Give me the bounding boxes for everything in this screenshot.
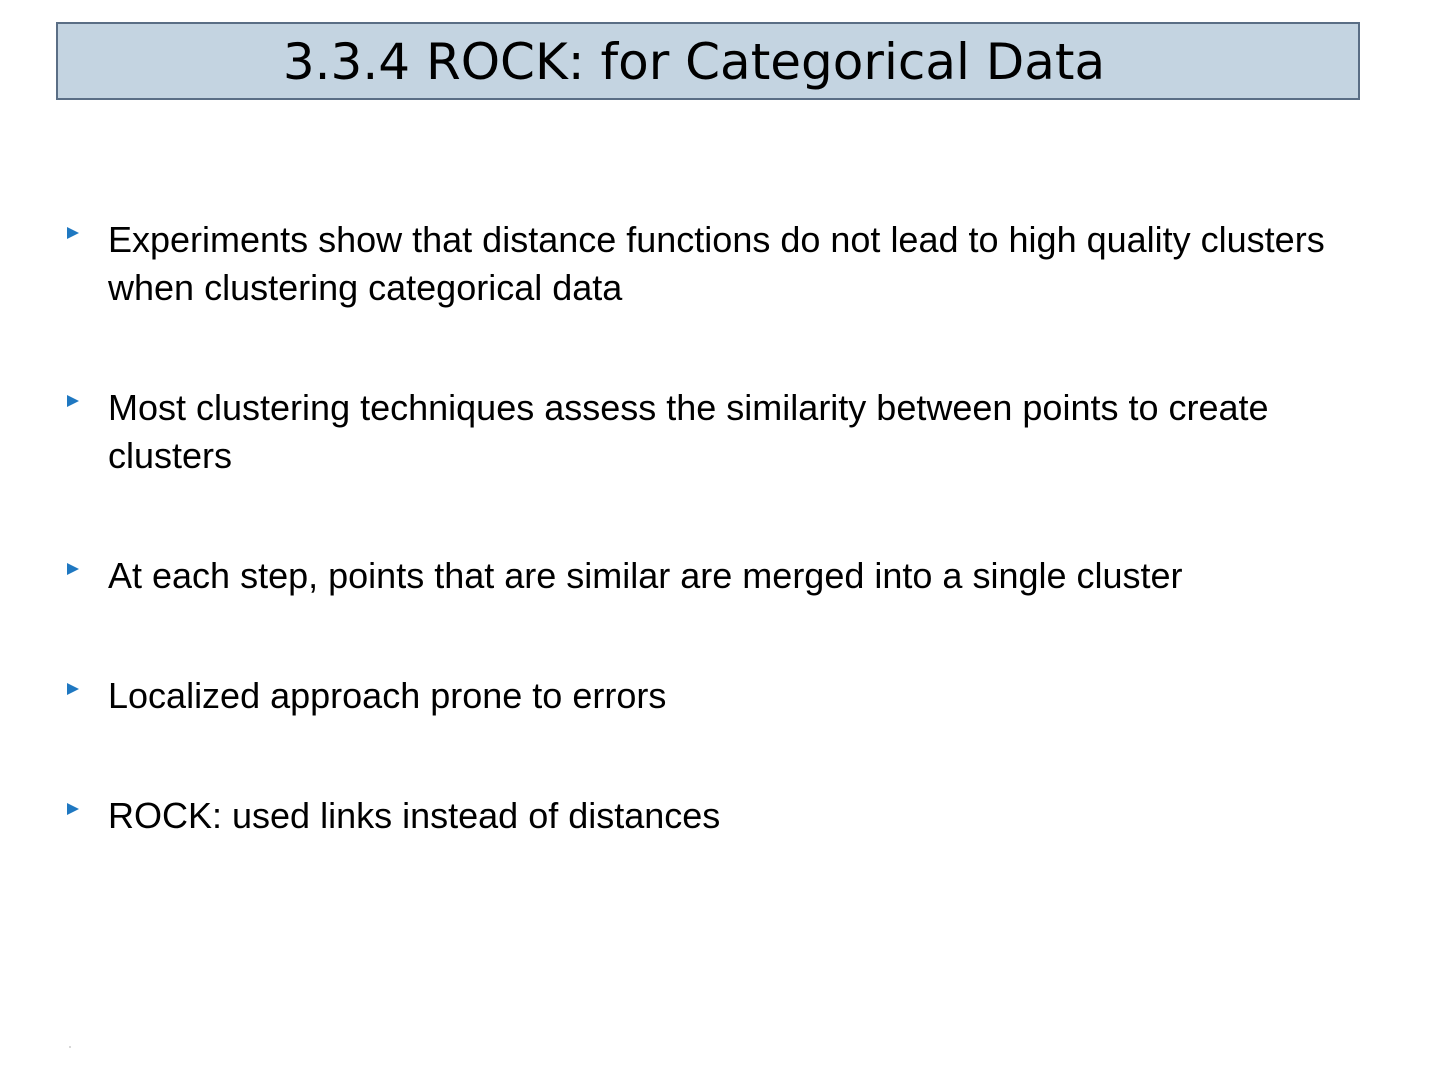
triangle-right-icon (67, 803, 79, 815)
bullet-text: ROCK: used links instead of distances (108, 795, 721, 836)
bullet-text: Experiments show that distance functions do not lead to high quality clusters when clustering categorical data (108, 219, 1325, 308)
slide-title: 3.3.4 ROCK: for Categorical Data (282, 33, 1106, 91)
triangle-right-icon (67, 563, 79, 575)
bullet-text: At each step, points that are similar are merged into a single cluster (108, 555, 1183, 596)
decorative-dot (69, 1046, 71, 1048)
bullet-text: Most clustering techniques assess the similarity between points to create clusters (108, 387, 1269, 476)
bullet-text: Localized approach prone to errors (108, 675, 667, 716)
triangle-right-icon (67, 395, 79, 407)
triangle-right-icon (67, 227, 79, 239)
triangle-right-icon (67, 683, 79, 695)
